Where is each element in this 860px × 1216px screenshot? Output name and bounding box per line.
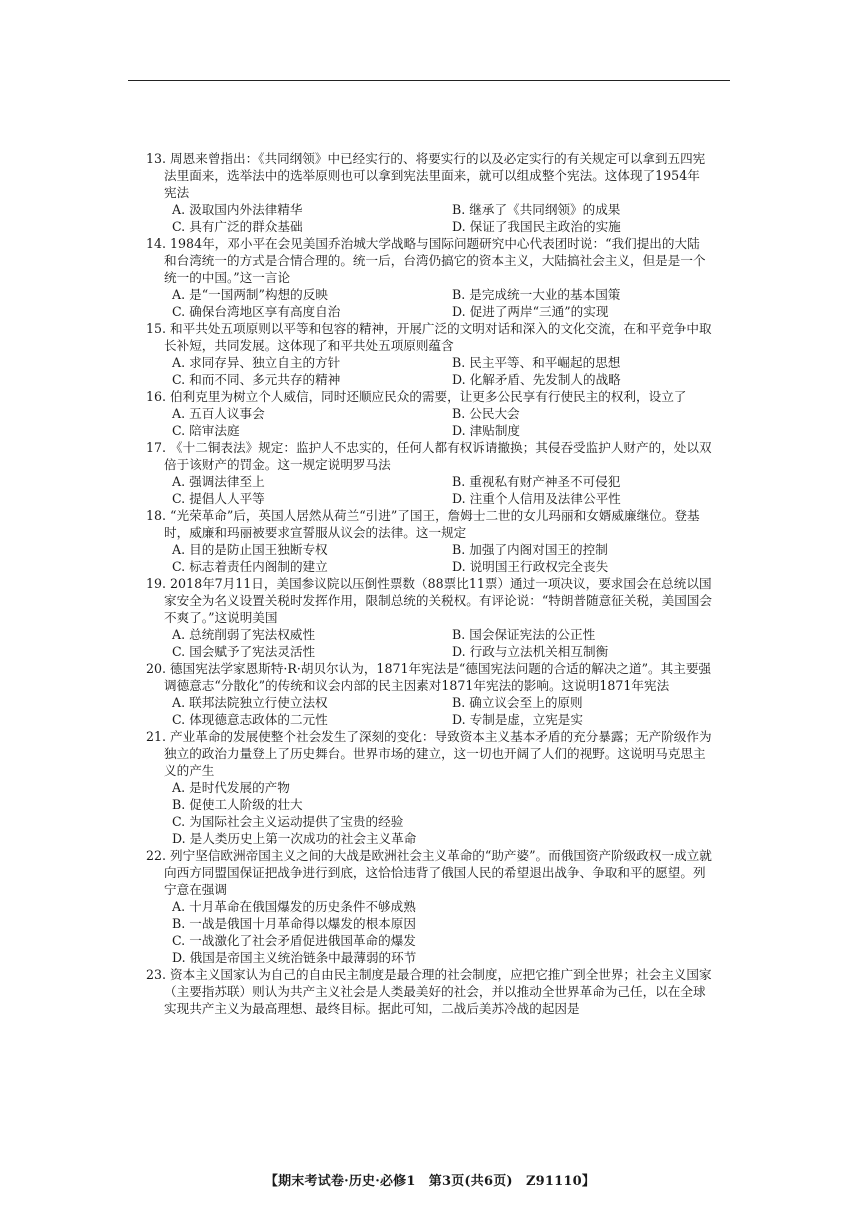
option-a[interactable]: A. 五百人议事会: [172, 406, 265, 421]
option-d[interactable]: D. 保证了我国民主政治的实施: [452, 219, 621, 234]
question-20: [146, 660, 712, 728]
question-stem: 20. 德国宪法学家恩斯特·R·胡贝尔认为，1871年宪法是“德国宪法问题的合适的解决之道”。其主要强调德意志“分散化”的传统和议会内部的民主因素对1871年宪法的影响。这说明1871年宪法: [146, 661, 712, 693]
option-c[interactable]: C. 体现德意志政体的二元性: [172, 712, 328, 727]
option-b[interactable]: B. 继承了《共同纲领》的成果: [452, 202, 621, 217]
option-b[interactable]: B. 一战是俄国十月革命得以爆发的根本原因: [172, 916, 416, 931]
option-c[interactable]: C. 标志着责任内阁制的建立: [172, 559, 328, 574]
question-19: [146, 575, 712, 660]
question-stem: 17. 《十二铜表法》规定：监护人不忠实的，任何人都有权诉请撤换；其侵吞受监护人财产的，处以双倍于该财产的罚金。这一规定说明罗马法: [146, 440, 712, 472]
option-a[interactable]: A. 联邦法院独立行使立法权: [172, 695, 328, 710]
option-a[interactable]: A. 目的是防止国王独断专权: [172, 542, 328, 557]
option-a[interactable]: A. 总统削弱了宪法权威性: [172, 627, 316, 642]
question-stem: 22. 列宁坚信欧洲帝国主义之间的大战是欧洲社会主义革命的“助产婆”。而俄国资产阶级政权一成立就向西方同盟国保证把战争进行到底，这恰恰违背了俄国人民的希望退出战争、争取和平的愿望。列宁意在强调: [146, 848, 712, 897]
question-stem: 16. 伯利克里为树立个人威信，同时还顺应民众的需要，让更多公民享有行使民主的权利，设立了: [146, 389, 687, 404]
question-stem: 19. 2018年7月11日，美国参议院以压倒性票数（88票比11票）通过一项决议，要求国会在总统以国家安全为名义设置关税时发挥作用，限制总统的关税权。有评论说：“特朗普随意征关税，美国国会不爽了。”这说明美国: [146, 576, 712, 625]
option-b[interactable]: B. 民主平等、和平崛起的思想: [452, 355, 621, 370]
question-15: [146, 320, 712, 388]
option-c[interactable]: C. 具有广泛的群众基础: [172, 219, 303, 234]
option-b[interactable]: B. 是完成统一大业的基本国策: [452, 287, 621, 302]
option-d[interactable]: D. 俄国是帝国主义统治链条中最薄弱的环节: [172, 950, 417, 965]
option-c[interactable]: C. 确保台湾地区享有高度自治: [172, 304, 341, 319]
option-d[interactable]: D. 行政与立法机关相互制衡: [452, 644, 609, 659]
question-18: [146, 507, 712, 575]
option-d[interactable]: D. 专制是虚，立宪是实: [452, 712, 583, 727]
question-23: [146, 966, 712, 1017]
option-c[interactable]: C. 提倡人人平等: [172, 491, 265, 506]
option-d[interactable]: D. 促进了两岸“三通”的实现: [452, 304, 609, 319]
option-d[interactable]: D. 化解矛盾、先发制人的战略: [452, 372, 621, 387]
question-stem: 23. 资本主义国家认为自己的自由民主制度是最合理的社会制度，应把它推广到全世界；社会主义国家（主要指苏联）则认为共产主义社会是人类最美好的社会，并以推动全世界革命为己任，以在全球实现共产主义为最高理想、最终目标。据此可知，二战后美苏冷战的起因是: [146, 967, 712, 1016]
question-22: [146, 847, 712, 966]
option-d[interactable]: D. 津贴制度: [452, 423, 521, 438]
option-a[interactable]: A. 十月革命在俄国爆发的历史条件不够成熟: [172, 899, 416, 914]
option-c[interactable]: C. 一战激化了社会矛盾促进俄国革命的爆发: [172, 933, 416, 948]
header-rule: [128, 80, 730, 81]
option-b[interactable]: B. 公民大会: [452, 406, 520, 421]
option-a[interactable]: A. 是“一国两制”构想的反映: [172, 287, 328, 302]
option-c[interactable]: C. 为国际社会主义运动提供了宝贵的经验: [172, 814, 404, 829]
option-a[interactable]: A. 强调法律至上: [172, 474, 265, 489]
page-footer: 【期末考试卷·历史·必修1 第3页(共6页) Z91110】: [264, 1174, 596, 1189]
option-c[interactable]: C. 国会赋予了宪法灵活性: [172, 644, 316, 659]
question-stem: 14. 1984年，邓小平在会见美国乔治城大学战略与国际问题研究中心代表团时说：“我们提出的大陆和台湾统一的方式是合情合理的。统一后，台湾仍搞它的资本主义，大陆搞社会主义，但是是一个统一的中国。”这一言论: [146, 236, 706, 285]
option-c[interactable]: C. 陪审法庭: [172, 423, 240, 438]
option-a[interactable]: A. 是时代发展的产物: [172, 780, 290, 795]
option-d[interactable]: D. 注重个人信用及法律公平性: [452, 491, 621, 506]
question-stem: 15. 和平共处五项原则以平等和包容的精神，开展广泛的文明对话和深入的文化交流，在和平竞争中取长补短，共同发展。这体现了和平共处五项原则蕴含: [146, 321, 712, 353]
question-14: [146, 235, 712, 320]
option-d[interactable]: D. 是人类历史上第一次成功的社会主义革命: [172, 831, 417, 846]
option-a[interactable]: A. 汲取国内外法律精华: [172, 202, 303, 217]
question-13: [146, 150, 712, 235]
question-stem: 13. 周恩来曾指出：《共同纲领》中已经实行的、将要实行的以及必定实行的有关规定可以拿到五四宪法里面来，选举法中的选举原则也可以拿到宪法里面来，就可以组成整个宪法。这体现了1954年宪法: [146, 151, 706, 200]
option-b[interactable]: B. 国会保证宪法的公正性: [452, 627, 596, 642]
question-stem: 18. “光荣革命”后，英国人居然从荷兰“引进”了国王，詹姆士二世的女儿玛丽和女婿威廉继位。登基时，威廉和玛丽被要求宣誓服从议会的法律。这一规定: [146, 508, 700, 540]
option-b[interactable]: B. 重视私有财产神圣不可侵犯: [452, 474, 621, 489]
option-d[interactable]: D. 说明国王行政权完全丧失: [452, 559, 609, 574]
option-b[interactable]: B. 确立议会至上的原则: [452, 695, 583, 710]
option-c[interactable]: C. 和而不同、多元共存的精神: [172, 372, 341, 387]
question-list: [146, 150, 712, 1017]
option-b[interactable]: B. 促使工人阶级的壮大: [172, 797, 303, 812]
question-16: [146, 388, 712, 439]
question-17: [146, 439, 712, 507]
question-stem: 21. 产业革命的发展使整个社会发生了深刻的变化：导致资本主义基本矛盾的充分暴露；无产阶级作为独立的政治力量登上了历史舞台。世界市场的建立，这一切也开阔了人们的视野。这说明马克思主义的产生: [146, 729, 712, 778]
question-21: [146, 728, 712, 847]
option-b[interactable]: B. 加强了内阁对国王的控制: [452, 542, 608, 557]
option-a[interactable]: A. 求同存异、独立自主的方针: [172, 355, 341, 370]
